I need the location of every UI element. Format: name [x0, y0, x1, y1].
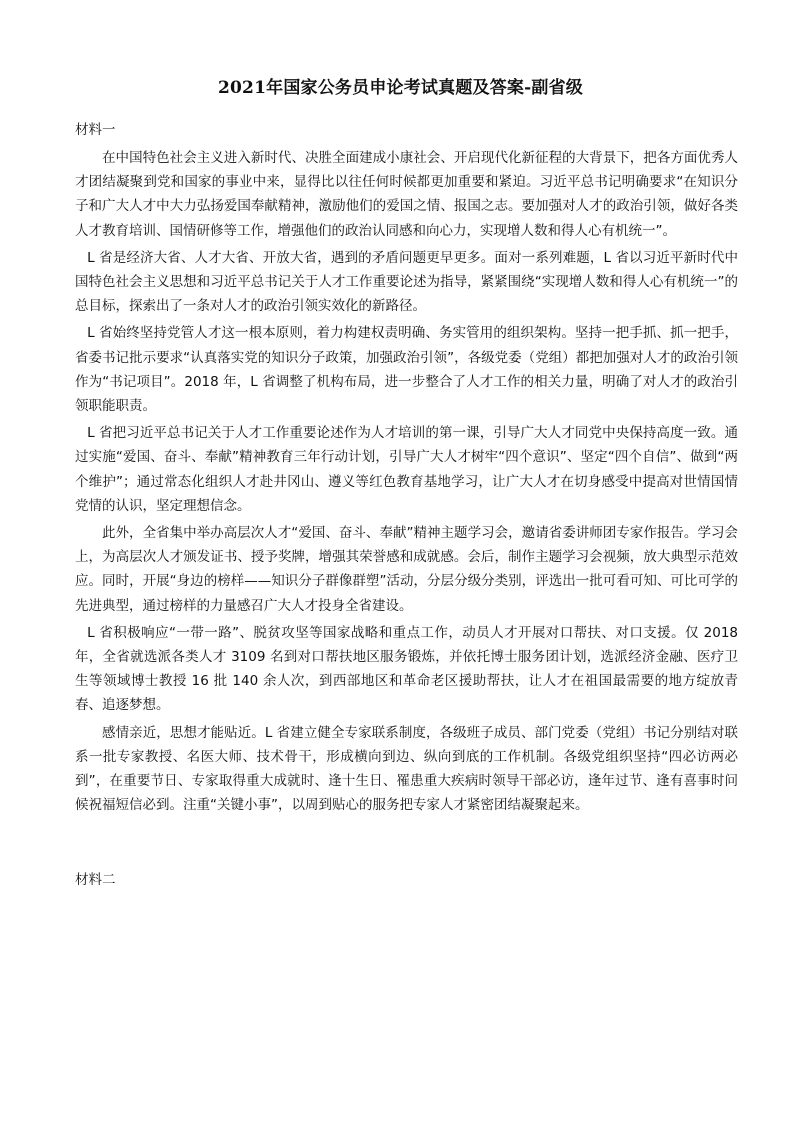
- paragraph: [75, 246, 738, 319]
- paragraph: [75, 721, 738, 818]
- paragraph: [75, 421, 738, 518]
- material-2-heading: 材料二: [75, 872, 116, 889]
- section-spacer: [75, 820, 738, 868]
- document-title: 2021年国家公务员申论考试真题及答案-副省级: [218, 78, 583, 98]
- paragraph: [75, 621, 738, 718]
- paragraph-text: L 省把习近平总书记关于人才工作重要论述作为人才培训的第一课，引导广大人才同党中央保持高度一致。通过实施“爱国、奋斗、奉献”精神教育三年行动计划，引导广大人才树牢“四个意识”、坚定“四个自信”、做到“两个维护”；通过常态化组织人才赴井冈山、遵义等红色教育基地学习，让广大人才在切身感受中提高对世情国情党情的认识，坚定理想信念。: [75, 425, 738, 514]
- paragraph-text: 此外，全省集中举办高层次人才“爱国、奋斗、奉献”精神主题学习会，邀请省委讲师团专家作报告。学习会上，为高层次人才颁发证书、授予奖牌，增强其荣誉感和成就感。会后，制作主题学习会视频，放大典型示范效应。同时，开展“身边的榜样——知识分子群像群塑”活动，分层分级分类别，评选出一批可看可知、可比可学的先进典型，通过榜样的力量感召广大人才投身全省建设。: [75, 525, 738, 614]
- paragraph-text: L 省积极响应“一带一路”、脱贫攻坚等国家战略和重点工作，动员人才开展对口帮扶、对口支援。仅 2018 年，全省就选派各类人才 3109 名到对口帮扶地区服务锻炼，并依托博士服务团计划，选派经济金融、医疗卫生等领域博士教授 16 批 140 余人次，到西部地区和革命老区援助帮扶，让人才在祖国最需要的地方绽放青春、追逐梦想。: [75, 624, 738, 714]
- material-1-heading: 材料一: [75, 122, 116, 138]
- paragraph: [75, 521, 738, 618]
- paragraph-text: L 省是经济大省、人才大省、开放大省，遇到的矛盾问题更早更多。面对一系列难题，L 省以习近平新时代中国特色社会主义思想和习近平总书记关于人才工作重要论述为指导，紧紧围绕“实现增人数和得人心有机统一”的总目标，探索出了一条对人才的政治引领实效化的新路径。: [75, 249, 738, 315]
- paragraph: [75, 146, 738, 243]
- paragraph-text: 感情亲近，思想才能贴近。L 省建立健全专家联系制度，各级班子成员、部门党委（党组）书记分别结对联系一批专家教授、名医大师、技术骨干，形成横向到边、纵向到底的工作机制。各级党组织坚持“四必访两必到”，在重要节日、专家取得重大成就时、逢十生日、罹患重大疾病时领导干部必访，逢年过节、逢有喜事时问候祝福短信必到。注重“关键小事”，以周到贴心的服务把专家人才紧密团结凝聚起来。: [75, 724, 738, 814]
- paragraph-text: L 省始终坚持党管人才这一根本原则，着力构建权责明确、务实管用的组织架构。坚持一把手抓、抓一把手，省委书记批示要求“认真落实党的知识分子政策，加强政治引领”，各级党委（党组）都把加强对人才的政治引领作为“书记项目”。2018 年，L 省调整了机构布局，进一步整合了人才工作的相关力量，明确了对人才的政治引领职能职责。: [75, 325, 738, 415]
- paragraph-text: 在中国特色社会主义进入新时代、决胜全面建成小康社会、开启现代化新征程的大背景下，把各方面优秀人才团结凝聚到党和国家的事业中来，显得比以往任何时候都更加重要和紧迫。习近平总书记明确要求“在知识分子和广大人才中大力弘扬爱国奉献精神，激励他们的爱国之情、报国之志。要加强对人才的政治引领，做好各类人才教育培训、国情研修等工作，增强他们的政治认同感和向心力，实现增人数和得人心有机统一”。: [75, 150, 738, 239]
- paragraph: [75, 321, 738, 418]
